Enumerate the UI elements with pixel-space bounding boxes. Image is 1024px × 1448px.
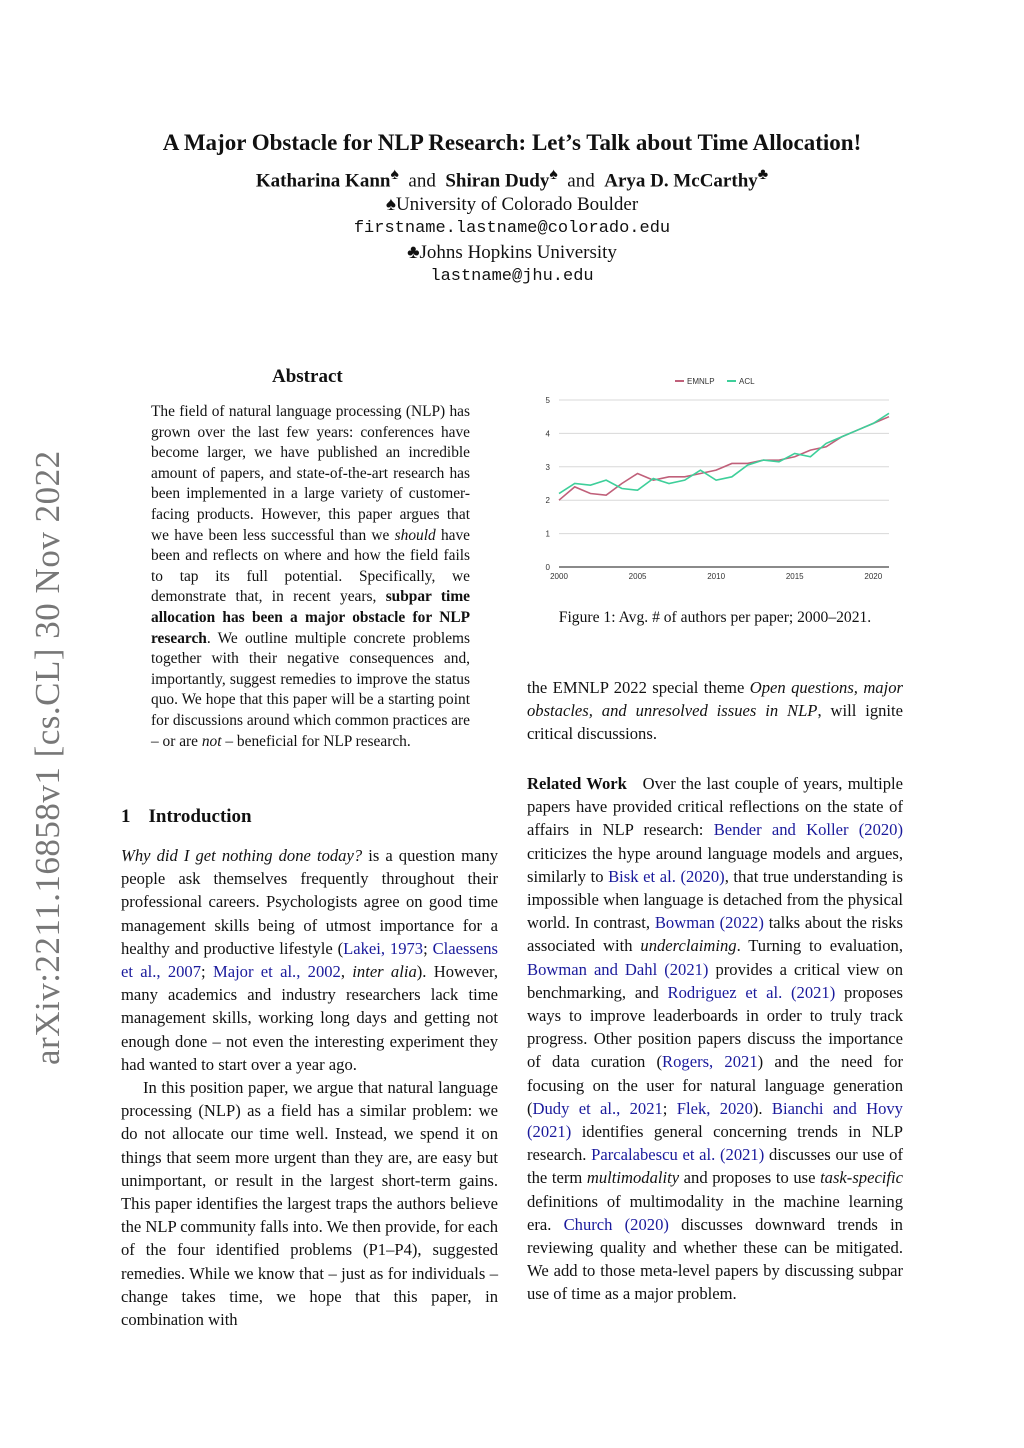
affiliation: ♠University of Colorado Boulder — [385, 194, 639, 216]
author-block — [0, 163, 1024, 289]
text-run: is a question many people ask themselves frequently throughout their professional careers. Psychologists agree on good time management skills being of utmost importance for a healthy and productive lifestyle ( — [121, 846, 498, 958]
affiliation-mark: ♠ — [390, 166, 399, 183]
abstract-emphasis: not — [201, 732, 222, 750]
text-run: definitions of multimodality in the machine learning era. — [527, 1191, 903, 1234]
citation-link[interactable]: Rodriguez et al. (2021) — [667, 982, 836, 1002]
arxiv-identifier: arXiv:2211.16858v1 [cs.CL] 30 Nov 2022 — [28, 450, 67, 1065]
text-run: the EMNLP 2022 special theme — [527, 678, 750, 697]
emphasis-text: Why did I get nothing done today? — [121, 846, 363, 865]
citation-link[interactable]: Dudy et al., 2021 — [532, 1098, 663, 1118]
introduction-continued — [527, 676, 903, 746]
y-tick-label: 3 — [545, 462, 550, 472]
author-name: Katharina Kann — [255, 170, 391, 192]
abstract-text-run: The field of natural language processing (NLP) has grown over the last few years: conferences have become larger, we have published an incredible amount of papers, and state-of-the-art research has been implemented in a large variety of customer-facing products. However, this paper argues that we have been less successful than we — [151, 403, 470, 544]
section-title: Introduction — [148, 806, 252, 827]
legend-label-acl: ACL — [739, 377, 755, 386]
paragraph — [121, 844, 498, 1076]
y-tick-label: 4 — [545, 429, 550, 439]
text-run: and proposes to use — [679, 1168, 821, 1188]
paragraph-heading: Related Work — [527, 774, 627, 793]
text-run: . Turning to evaluation, — [736, 936, 903, 956]
text-run: ; — [423, 938, 433, 958]
series-line-emnlp — [559, 417, 889, 501]
line-chart — [527, 366, 903, 596]
author-name: Shiran Dudy — [445, 170, 550, 192]
text-run: ). However, many academics and industry researchers lack time management skills, working long days and getting not enough done – not even the interesting experiment they had wanted to start over a year ago. — [121, 962, 499, 1074]
affiliation-mark: ♠ — [549, 166, 558, 183]
y-tick-label: 0 — [545, 563, 550, 572]
abstract-text — [151, 402, 470, 752]
paragraph — [527, 676, 903, 746]
abstract-text-run: have been and reflects on where and how the field fails to tap its full potential. Specifically, we demonstrate that, in recent years, — [151, 526, 470, 606]
emphasis-text: inter alia — [352, 962, 417, 982]
paragraph: In this position paper, we argue that natural language processing (NLP) as a field has a similar problem: we do not allocate our time well. Instead, we spend it on things that seem more urgent than they are, are easy but unimportant, or result in the largest short-term gains. This paper identifies the largest traps the authors believe the NLP community falls into. We then provide, for each of the four identified problems (P1–P4), suggested remedies. While we know that – just as for individuals – change takes time, we hope that this paper, in combination with — [121, 1078, 499, 1330]
citation-link[interactable]: Flek, 2020 — [676, 1098, 753, 1118]
y-tick-label: 1 — [545, 529, 550, 539]
abstract-heading: Abstract — [272, 366, 343, 387]
text-run: , will ignite critical discussions. — [527, 701, 903, 744]
paper-title: A Major Obstacle for NLP Research: Let’s Talk about Time Allocation! — [162, 130, 862, 155]
text-run: criticizes the hype around language models and argues, similarly to — [527, 843, 903, 886]
y-tick-label: 5 — [545, 396, 550, 405]
citation-link[interactable]: Bowman (2022) — [654, 913, 764, 933]
author-and: and — [567, 170, 595, 192]
author-and: and — [408, 170, 436, 192]
citation-link[interactable]: Bowman and Dahl (2021) — [527, 959, 709, 979]
x-tick-label: 2005 — [628, 572, 647, 581]
x-tick-label: 2015 — [785, 572, 804, 581]
author-name: Arya D. McCarthy — [604, 170, 758, 192]
text-run: ; — [662, 1098, 677, 1118]
related-work-section — [527, 772, 903, 1306]
abstract-text-run: . We outline multiple concrete problems together with their negative consequences and, importantly, suggest remedies to improve the status quo. We hope that this paper will be a starting point for discussions around which common practices are – or are — [151, 629, 470, 750]
author-line — [0, 163, 1024, 193]
figure-1-chart — [527, 366, 903, 596]
emphasis-text: multimodality — [586, 1168, 680, 1188]
citation-link[interactable]: Bisk et al. (2020) — [608, 866, 725, 886]
text-run: ) and the need for focusing on the user for natural language generation ( — [527, 1052, 903, 1118]
citation-link[interactable]: Parcalabescu et al. (2021) — [591, 1145, 765, 1165]
citation-link[interactable]: Bianchi and Hovy (2021) — [527, 1098, 903, 1142]
text-run: discusses downward trends in reviewing quality and whether these can be mitigated. We add to those meta-level papers by discussing subpar use of time as a major problem. — [527, 1214, 903, 1304]
emphasis-text: underclaiming — [640, 936, 737, 956]
introduction-body — [121, 844, 498, 1331]
text-run: identifies general concerning trends in NLP research. — [527, 1122, 903, 1165]
text-run: proposes ways to improve leaderboards in order to truly track progress. Other position papers discuss the importance of data curation ( — [527, 982, 903, 1072]
section-number: 1 — [121, 806, 131, 827]
email[interactable]: firstname.lastname@colorado.edu — [353, 219, 671, 239]
x-tick-label: 2000 — [550, 572, 568, 581]
section-heading-introduction — [121, 806, 252, 828]
citation-link[interactable]: Lakei, 1973 — [343, 938, 424, 958]
citation-link[interactable]: Claessens et al., 2007 — [121, 938, 499, 982]
text-run: Over the last couple of years, multiple papers have provided critical reflections on the state of affairs in NLP research: — [527, 774, 903, 840]
series-line-acl — [559, 413, 889, 493]
abstract-bold: subpar time allocation has been a major obstacle for NLP research — [151, 588, 470, 647]
text-run: talks about the risks associated with — [527, 913, 904, 956]
citation-link[interactable]: Rogers, 2021 — [662, 1052, 758, 1072]
text-run: ). — [752, 1098, 772, 1118]
x-tick-label: 2010 — [707, 572, 726, 581]
emphasis-text: Open questions, major obstacles, and unresolved issues in NLP — [527, 678, 903, 721]
citation-link[interactable]: Bender and Koller (2020) — [713, 820, 904, 840]
y-tick-label: 2 — [545, 496, 550, 506]
paragraph — [527, 772, 903, 1306]
text-run: provides a critical view on benchmarking, and — [527, 959, 903, 1002]
text-run: , — [340, 962, 353, 982]
text-run: ; — [201, 962, 213, 982]
legend-label-emnlp: EMNLP — [687, 377, 715, 386]
text-run: discusses our use of the term — [527, 1145, 903, 1188]
emphasis-text: task-specific — [820, 1168, 903, 1188]
abstract-emphasis: should — [394, 526, 436, 544]
figure-caption: Figure 1: Avg. # of authors per paper; 2000–2021. — [558, 609, 872, 626]
citation-link[interactable]: Church (2020) — [563, 1214, 669, 1234]
text-run: , that true understanding is impossible when language is detached from the physical world. In contrast, — [527, 866, 903, 933]
x-tick-label: 2020 — [864, 572, 883, 581]
affiliation: ♣Johns Hopkins University — [407, 242, 617, 264]
citation-link[interactable]: Major et al., 2002 — [212, 962, 341, 982]
affiliation-mark: ♣ — [757, 166, 769, 183]
abstract-text-run: – beneficial for NLP research. — [221, 732, 411, 750]
email[interactable]: lastname@jhu.edu — [430, 267, 594, 287]
